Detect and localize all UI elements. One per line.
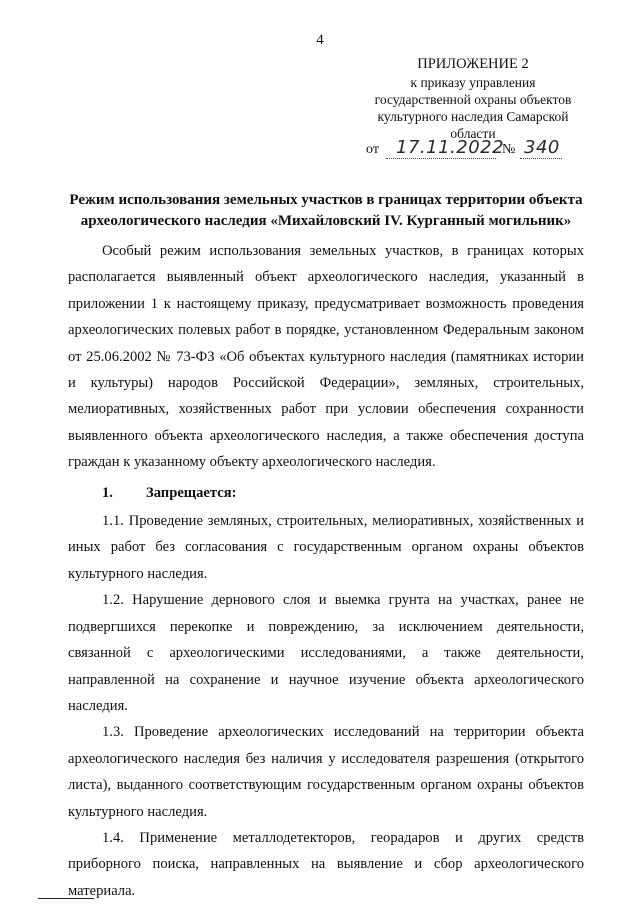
appendix-title: ПРИЛОЖЕНИЕ 2: [417, 56, 529, 72]
date-prefix: от: [366, 142, 379, 157]
appendix-line: области: [450, 126, 496, 141]
number-underline: [520, 158, 562, 159]
date-underline: [386, 158, 496, 159]
section-1-number: 1.: [102, 484, 113, 501]
clause-text: Проведение археологических исследований на территории объекта археологического наследия без наличия у исследователя разрешения (открытого листа), выданного соответствующим государственным органом охраны объектов культурного наследия.: [68, 724, 584, 820]
clause-text: Проведение земляных, строительных, мелиоративных, хозяйственных и иных работ без согласования с государственным органом охраны объектов культурного наследия.: [68, 513, 584, 582]
section-1-heading: [68, 480, 584, 506]
footnote-separator: [38, 898, 94, 899]
order-reference: [366, 139, 586, 161]
clause-1-1: [68, 508, 584, 587]
clause-text: Нарушение дернового слоя и выемка грунта на участках, ранее не подвергшихся перекопке и повреждению, за исключением деятельности, связанной с археологическими исследованиями, а также деятельности, направленной на сохранение и научное изучение объекта археологического наследия.: [68, 592, 584, 714]
handwritten-date: 17.11.2022: [396, 137, 505, 158]
clause-number: 1.3.: [102, 724, 124, 741]
clause-1-3: [68, 719, 584, 825]
appendix-line: к приказу управления: [410, 75, 536, 90]
section-1-title: Запрещается:: [146, 484, 237, 501]
clause-number: 1.2.: [102, 592, 124, 609]
clause-1-2: [68, 587, 584, 719]
heading-line: археологического наследия «Михайловский IV. Курганный могильник»: [80, 213, 572, 229]
heading-line: Режим использования земельных участков в границах территории объекта: [69, 192, 583, 208]
appendix-header: [368, 55, 578, 142]
clause-number: 1.4.: [102, 829, 124, 846]
page-number: 4: [316, 32, 324, 48]
document-body: [68, 238, 584, 904]
clause-number: 1.1.: [102, 513, 124, 530]
number-prefix: №: [502, 142, 516, 157]
clause-text: Применение металлодетекторов, георадаров и других средств приборного поиска, направленных на выявление и сбор археологического материала.: [68, 829, 584, 899]
clause-1-4: [68, 825, 584, 904]
appendix-line: государственной охраны объектов: [374, 92, 572, 107]
document-heading: [68, 190, 584, 232]
intro-paragraph: Особый режим использования земельных участков, в границах которых располагается выявленный объект археологического наследия, указанный в приложении 1 к настоящему приказу, предусматривает возможность проведения археологических полевых работ в порядке, установленном Федеральным законом от 25.06.2002 № 73-ФЗ «Об объектах культурного наследия (памятниках истории и культуры) народов Российской Федерации», земляных, строительных, мелиоративных, хозяйственных работ при условии обеспечения сохранности выявленного объекта археологического наследия, а также обеспечения доступа граждан к указанному объекту археологического наследия.: [68, 243, 584, 471]
handwritten-number: 340: [524, 137, 560, 158]
appendix-line: культурного наследия Самарской: [377, 109, 569, 124]
